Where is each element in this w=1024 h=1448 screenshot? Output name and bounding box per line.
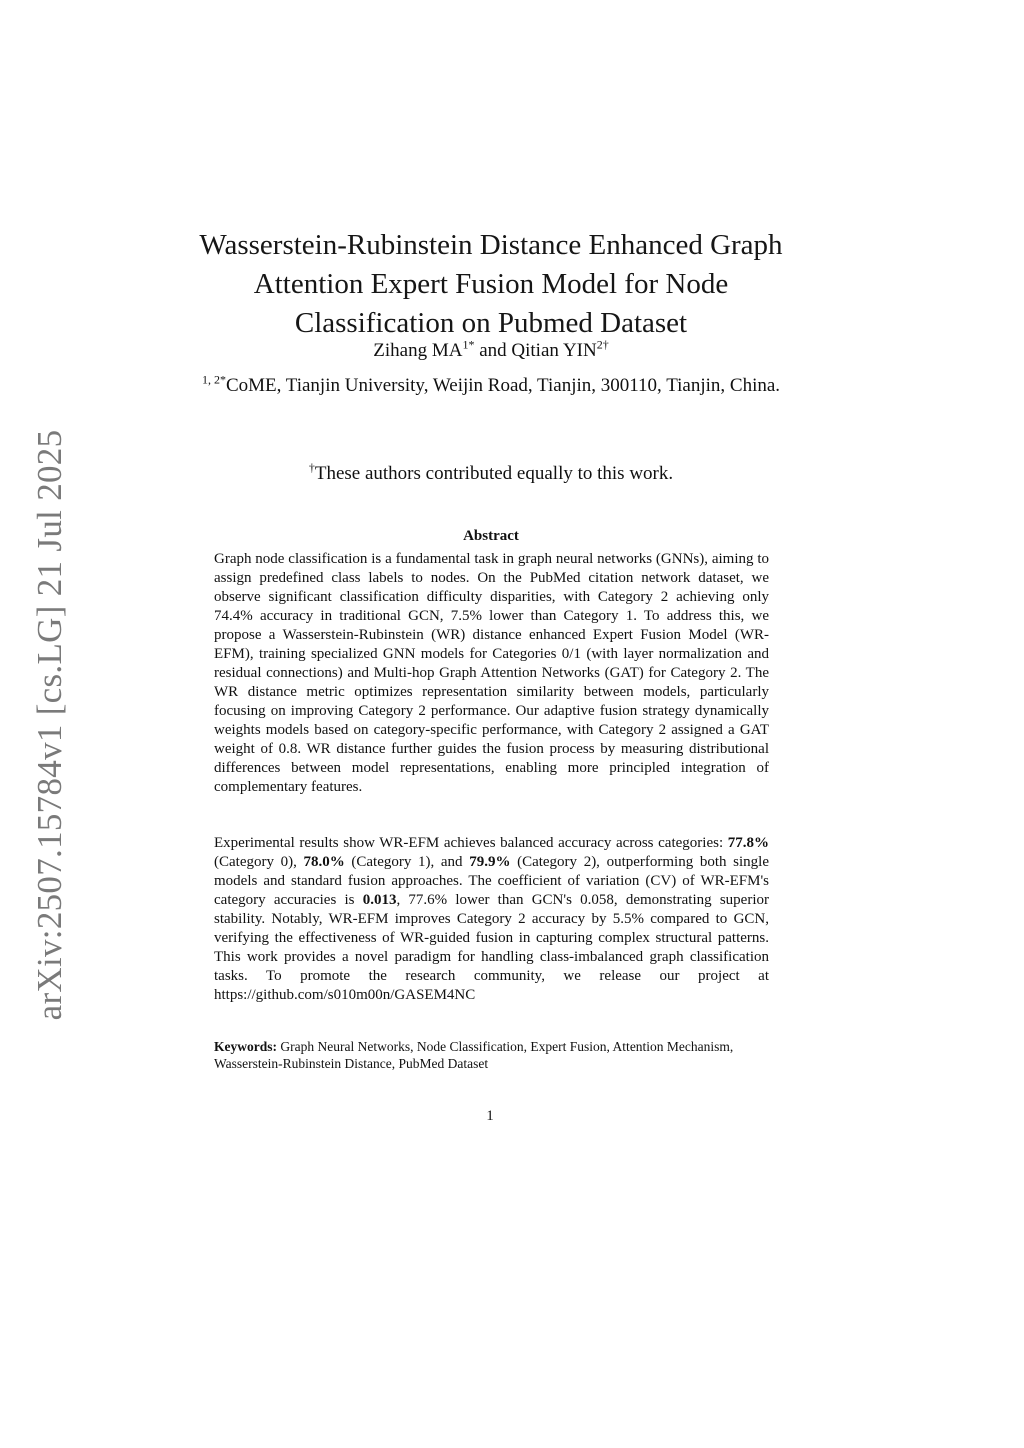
author-2-mark: 2†	[596, 337, 609, 352]
equal-contribution-text: These authors contributed equally to this work.	[314, 463, 674, 484]
paper-title: Wasserstein-Rubinstein Distance Enhanced Graph Attention Expert Fusion Model for Node Classification on Pubmed Dataset	[199, 229, 783, 339]
category-0-accuracy: 77.8%	[727, 835, 769, 851]
abstract-paragraph-1: Graph node classification is a fundamental task in graph neural networks (GNNs), aiming to assign predefined class labels to nodes. On the PubMed citation network dataset, we observe significant classification difficulty disparities, with Category 2 achieving only 74.4% accuracy in traditional GCN, 7.5% lower than Category 1. To address this, we propose a Wasserstein-Rubinstein (WR) distance enhanced Expert Fusion Model (WR-EFM), training specialized GNN models for Categories 0/1 (with layer normalization and residual connections) and Multi-hop Graph Attention Networks (GAT) for Category 2. The WR distance metric optimizes representation similarity between models, particularly focusing on improving Category 2 performance. Our adaptive fusion strategy dynamically weights models based on category-specific performance, with Category 2 assigned a GAT weight of 0.8. WR distance further guides the fusion process by measuring distributional differences between model representations, enabling more principled integration of complementary features.	[214, 551, 769, 795]
results-text-1: Experimental results show WR-EFM achieves balanced accuracy across categories:	[214, 835, 728, 851]
results-text-2: (Category 0),	[214, 854, 304, 870]
page-number: 1	[486, 1108, 494, 1124]
author-1-name: Zihang MA	[373, 340, 463, 361]
author-line	[180, 338, 802, 364]
category-1-accuracy: 78.0%	[303, 854, 345, 870]
keywords-label: Keywords:	[214, 1039, 277, 1054]
affiliation-text: CoME, Tianjin University, Weijin Road, Tianjin, 300110, Tianjin, China.	[225, 375, 781, 396]
author-conjunction: and	[479, 340, 507, 361]
author-2-name: Qitian YIN	[511, 340, 597, 361]
author-1-mark: 1*	[462, 337, 475, 352]
abstract-paragraph-2	[214, 834, 769, 1005]
results-text-4: (Category 2), outperforming both single models and standard fusion approaches. The coefficient of variation (CV) of WR-EFM's category accuracies is	[214, 854, 769, 908]
affiliation-mark: 1, 2*	[201, 372, 226, 387]
affiliation	[196, 374, 786, 398]
arxiv-identifier-stamp: arXiv:2507.15784v1 [cs.LG] 21 Jul 2025	[30, 429, 69, 1021]
keywords	[214, 1038, 769, 1072]
abstract-heading: Abstract	[463, 528, 519, 544]
equal-contribution-mark: †	[308, 460, 315, 475]
equal-contribution-note	[180, 461, 802, 487]
keywords-text: Graph Neural Networks, Node Classification, Expert Fusion, Attention Mechanism, Wasserstein-Rubinstein Distance, PubMed Dataset	[214, 1039, 734, 1071]
results-text-3: (Category 1), and	[344, 854, 470, 870]
results-text-5: , 77.6% lower than GCN's 0.058, demonstrating superior stability. Notably, WR-EFM improves Category 2 accuracy by 5.5% compared to GCN, verifying the effectiveness of WR-guided fusion in capturing complex structural patterns. This work provides a novel paradigm for handling class-imbalanced graph classification tasks. To promote the research community, we release our project at https://github.com/s010m00n/GASEM4NC	[214, 892, 769, 1003]
category-2-accuracy: 79.9%	[469, 854, 511, 870]
cv-value: 0.013	[362, 892, 397, 908]
